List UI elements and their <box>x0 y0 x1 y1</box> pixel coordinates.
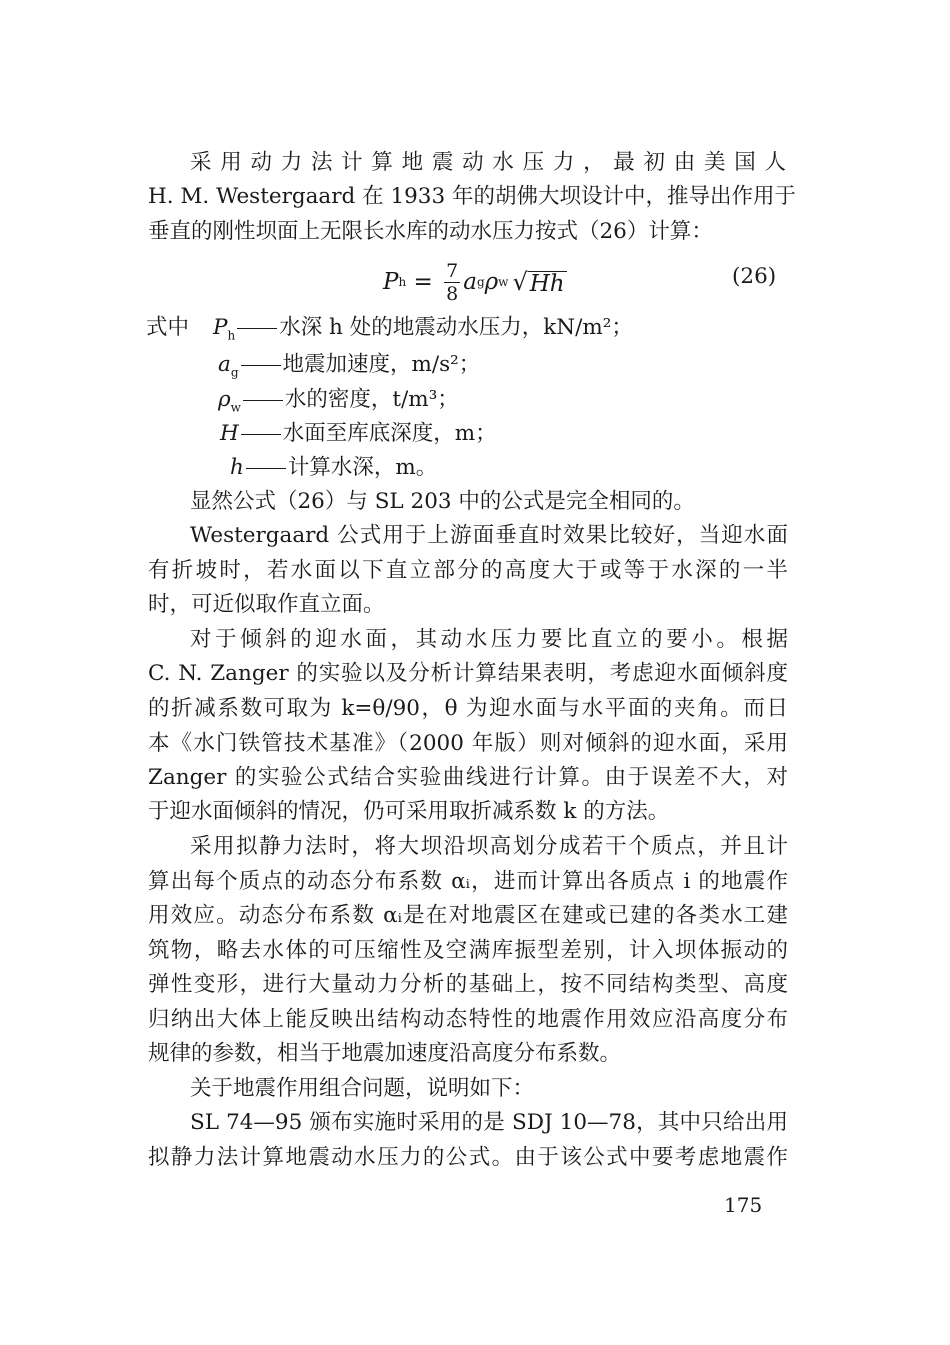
def-text: 地震加速度，m/s²； <box>282 352 481 377</box>
def-symbol-sub: w <box>230 400 241 415</box>
def-symbol-sub: h <box>227 328 236 343</box>
definition-row-4 <box>220 419 860 449</box>
para2-line1: 显然公式（26）与 SL 203 中的公式是完全相同的。 <box>190 489 695 514</box>
formula-rho: ρ <box>484 269 499 295</box>
page-number: 175 <box>724 1193 763 1217</box>
para5-line5: 弹性变形，进行大量动力分析的基础上，按不同结构类型、高度 <box>148 972 788 997</box>
formula-radicand: Hh <box>529 271 565 297</box>
para1-line2: H. M. Westergaard 在 1933 年的胡佛大坝设计中，推导出作用于 <box>148 184 797 209</box>
para7-line2: 拟静力法计算地震动水压力的公式。由于该公式中要考虑地震作 <box>148 1145 788 1170</box>
fraction-denominator: 8 <box>446 282 459 305</box>
definition-row-1 <box>146 313 786 343</box>
formula-sqrt <box>512 268 566 296</box>
equation-number: (26) <box>732 264 777 289</box>
para3-line2: 有折坡时，若水面以下直立部分的高度大于或等于水深的一半 <box>148 558 788 583</box>
para4-line4: 本《水门铁管技术基准》（2000 年版）则对倾斜的迎水面，采用 <box>148 731 788 756</box>
para5-line4: 筑物，略去水体的可压缩性及空满库振型差别，计入坝体振动的 <box>148 938 788 963</box>
para4-line2: C. N. Zanger 的实验以及分析计算结果表明，考虑迎水面倾斜度 <box>148 661 788 686</box>
fraction-numerator: 7 <box>446 259 459 282</box>
formula-fraction <box>444 260 460 305</box>
definitions-prefix: 式中 <box>146 315 190 340</box>
radical-sign: √ <box>512 268 528 296</box>
para5-line3: 用效应。动态分布系数 αᵢ是在对地震区在建或已建的各类水工建 <box>148 903 788 928</box>
para3-line1: Westergaard 公式用于上游面垂直时效果比较好，当迎水面 <box>190 523 788 548</box>
def-symbol: P <box>213 315 228 340</box>
formula-equals: = <box>406 269 441 295</box>
para1-line3: 垂直的刚性坝面上无限长水库的动水压力按式（26）计算： <box>148 219 713 244</box>
definition-row-2 <box>218 350 858 380</box>
definition-row-5 <box>230 453 870 483</box>
para5-line2: 算出每个质点的动态分布系数 αᵢ，进而计算出各质点 i 的地震作 <box>148 869 788 894</box>
para4-line5: Zanger 的实验公式结合实验曲线进行计算。由于误差不大，对 <box>148 765 788 790</box>
em-dash <box>241 365 281 366</box>
formula-26: P h = $\frac{7}{8}$ a g ρ w √ Hh <box>383 259 565 305</box>
para7-line1: SL 74—95 颁布实施时采用的是 SDJ 10—78，其中只给出用 <box>190 1110 788 1135</box>
para4-line3: 的折减系数可取为 k=θ/90，θ 为迎水面与水平面的夹角。而日 <box>148 696 788 721</box>
em-dash <box>243 400 283 401</box>
formula-a: a <box>463 269 477 295</box>
def-symbol: ρ <box>218 387 231 412</box>
para5-line7: 规律的参数，相当于地震加速度沿高度分布系数。 <box>148 1041 622 1066</box>
def-symbol-sub: g <box>230 365 239 380</box>
def-symbol: H <box>220 421 239 446</box>
para4-line1: 对于倾斜的迎水面，其动水压力要比直立的要小。根据 <box>190 627 788 652</box>
def-text: 计算水深，m。 <box>287 455 438 480</box>
formula-lhs: P <box>383 269 399 295</box>
def-text: 水深 h 处的地震动水压力，kN/m²； <box>279 315 633 340</box>
para6-line1: 关于地震作用组合问题，说明如下： <box>190 1076 535 1101</box>
para3-line3: 时，可近似取作直立面。 <box>148 592 385 617</box>
def-text: 水的密度，t/m³； <box>284 387 459 412</box>
para4-line6: 于迎水面倾斜的情况，仍可采用取折减系数 k 的方法。 <box>148 799 670 824</box>
em-dash <box>246 468 286 469</box>
def-symbol: a <box>218 352 231 377</box>
def-symbol: h <box>230 455 244 480</box>
para1-line1: 采用动力法计算地震动水压力，最初由美国人 <box>190 150 788 175</box>
em-dash <box>237 328 277 329</box>
def-text: 水面至库底深度，m； <box>282 421 497 446</box>
para5-line1: 采用拟静力法时，将大坝沿坝高划分成若干个质点，并且计 <box>190 834 788 859</box>
para5-line6: 归纳出大体上能反映出结构动态特性的地震作用效应沿高度分布 <box>148 1007 788 1032</box>
em-dash <box>241 434 281 435</box>
definition-row-3 <box>218 385 858 415</box>
